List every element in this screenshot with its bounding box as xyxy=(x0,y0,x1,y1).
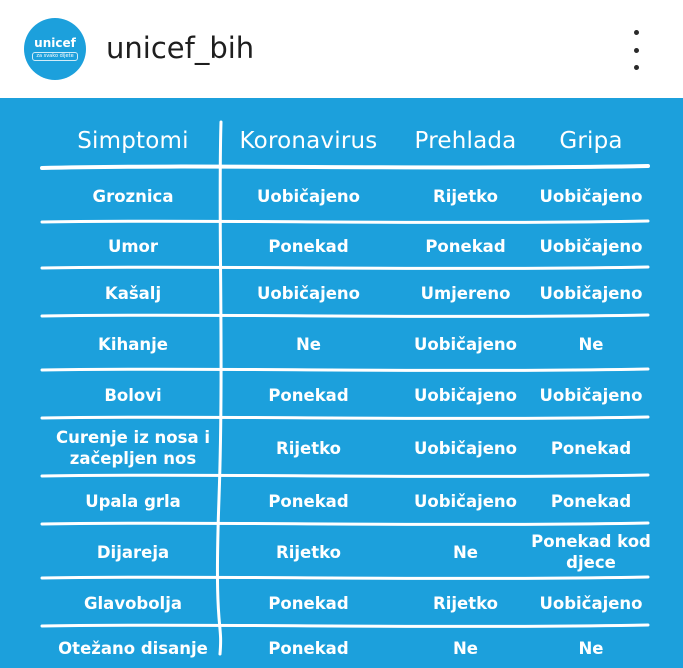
gripa-cell: Uobičajeno xyxy=(539,236,643,256)
symptom-cell: Umor xyxy=(107,236,159,256)
koronavirus-cell: Ponekad xyxy=(268,385,349,405)
header-simptomi: Simptomi xyxy=(77,128,189,154)
avatar-brand: unicef xyxy=(34,36,76,50)
post-header xyxy=(0,0,683,98)
username-link[interactable]: unicef_bih xyxy=(106,31,255,65)
symptom-cell: Bolovi xyxy=(104,385,162,405)
symptom-cell: Otežano disanje xyxy=(58,638,208,658)
gripa-cell: Uobičajeno xyxy=(539,283,643,303)
gripa-cell: Uobičajeno xyxy=(539,593,643,613)
more-vertical-icon[interactable] xyxy=(624,30,648,70)
header-koronavirus: Koronavirus xyxy=(239,128,378,154)
prehlada-cell: Ne xyxy=(453,542,478,562)
koronavirus-cell: Ponekad xyxy=(268,593,349,613)
symptom-cell: Kihanje xyxy=(98,334,168,354)
gripa-cell: Uobičajeno xyxy=(539,186,643,206)
row-divider xyxy=(42,166,648,168)
prehlada-cell: Rijetko xyxy=(433,593,498,613)
symptom-cell: Upala grla xyxy=(85,491,181,511)
gripa-cell: Ne xyxy=(578,334,604,354)
symptom-cell: Dijareja xyxy=(96,542,170,562)
prehlada-cell: Umjereno xyxy=(420,283,511,303)
header-prehlada: Prehlada xyxy=(414,128,517,154)
koronavirus-cell: Rijetko xyxy=(276,438,341,458)
prehlada-cell: Rijetko xyxy=(433,186,498,206)
gripa-cell: Ponekad xyxy=(550,438,632,458)
gripa-cell: Ponekad kod djece xyxy=(531,532,651,572)
prehlada-cell: Ponekad xyxy=(425,236,506,256)
symptom-cell: Kašalj xyxy=(104,283,162,303)
more-dot xyxy=(634,30,639,35)
symptom-cell: Glavobolja xyxy=(83,593,183,613)
symptom-cell: Curenje iz nosa i začepljen nos xyxy=(56,428,210,468)
koronavirus-cell: Ne xyxy=(296,334,321,354)
gripa-cell: Ne xyxy=(578,638,604,658)
prehlada-cell: Uobičajeno xyxy=(413,491,518,511)
koronavirus-cell: Uobičajeno xyxy=(256,283,361,303)
prehlada-cell: Uobičajeno xyxy=(413,334,518,354)
koronavirus-cell: Ponekad xyxy=(268,491,349,511)
prehlada-cell: Uobičajeno xyxy=(413,438,518,458)
more-dot xyxy=(634,65,639,70)
prehlada-cell: Ne xyxy=(453,638,478,658)
prehlada-cell: Uobičajeno xyxy=(413,385,518,405)
koronavirus-cell: Ponekad xyxy=(268,638,349,658)
header-gripa: Gripa xyxy=(559,128,623,154)
more-dot xyxy=(634,48,639,53)
post-image xyxy=(0,98,683,668)
koronavirus-cell: Rijetko xyxy=(276,542,341,562)
koronavirus-cell: Uobičajeno xyxy=(256,186,361,206)
koronavirus-cell: Ponekad xyxy=(268,236,349,256)
gripa-cell: Ponekad xyxy=(550,491,632,511)
symptom-cell: Groznica xyxy=(92,186,174,206)
avatar-tagline: za svako dijete xyxy=(32,52,77,61)
avatar[interactable] xyxy=(24,18,86,80)
gripa-cell: Uobičajeno xyxy=(539,385,643,405)
